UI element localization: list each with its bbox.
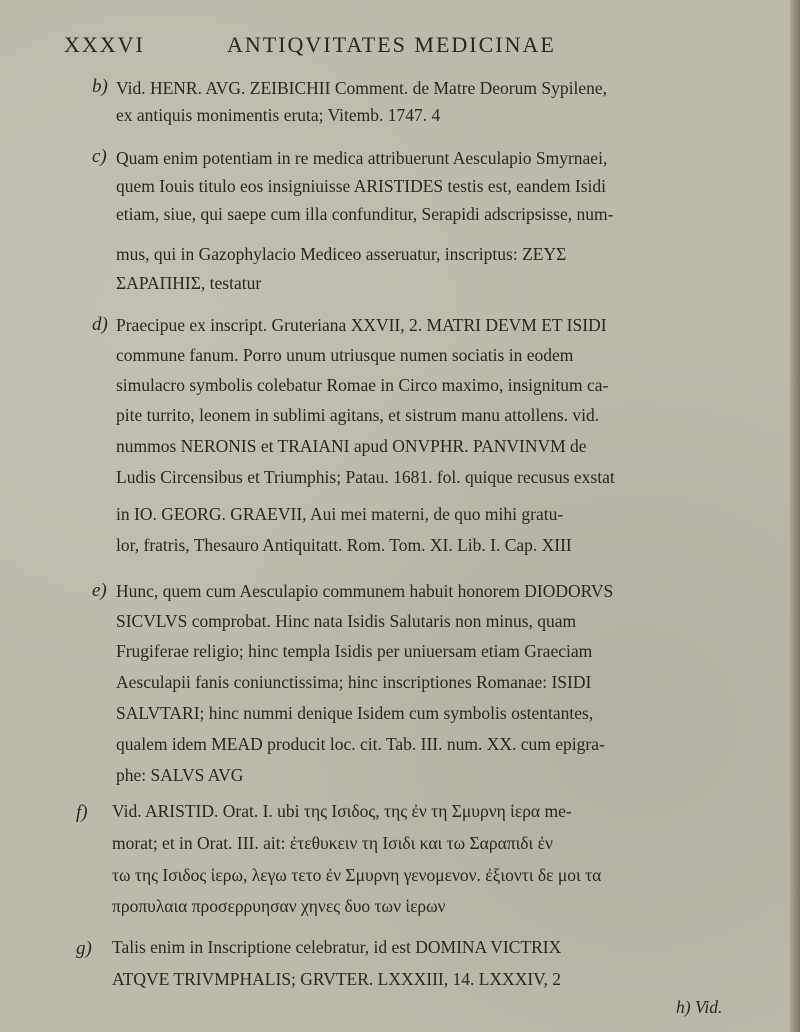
note-line: Aesculapii fanis coniunctissima; hinc inscriptiones Romanae: ISIDI xyxy=(116,672,592,692)
note-line: Vid. ARISTID. Orat. I. ubi της Ισιδος, της ἐν τη Σμυρνη ἱερα me- xyxy=(112,801,572,821)
note-line: προπυλαια προσερρυησαν χηνες δυο των ἱερων xyxy=(112,896,446,916)
note-line: SALVTARI; hinc nummi denique Isidem cum symbolis ostentantes, xyxy=(116,703,594,723)
folio-number: XXXVI xyxy=(64,32,145,57)
note-line: phe: SALVS AVG xyxy=(116,765,244,785)
note-line: ΣΑΡΑΠΗΙΣ, testatur xyxy=(116,273,262,293)
catchword: h) Vid. xyxy=(676,997,723,1017)
note-line: Frugiferae religio; hinc templa Isidis per uniuersam etiam Graeciam xyxy=(116,641,593,661)
note-line: commune fanum. Porro unum utriusque numen sociatis in eodem xyxy=(116,345,574,365)
note-line: SICVLVS comprobat. Hinc nata Isidis Salutaris non minus, quam xyxy=(116,611,577,631)
note-line: in IO. GEORG. GRAEVII, Aui mei materni, de quo mihi gratu- xyxy=(116,504,564,524)
note-line: qualem idem MEAD producit loc. cit. Tab. III. num. XX. cum epigra- xyxy=(116,734,605,754)
note-line: ATQVE TRIVMPHALIS; GRVTER. LXXXIII, 14. LXXXIV, 2 xyxy=(112,969,562,989)
note-marker-e: e) xyxy=(92,580,107,601)
note-line: quem Iouis titulo eos insigniuisse ARISTIDES testis est, eandem Isidi xyxy=(116,176,606,196)
note-line: pite turrito, leonem in sublimi agitans, et sistrum manu attollens. vid. xyxy=(116,405,600,425)
page-header xyxy=(64,32,744,62)
note-line: Ludis Circensibus et Triumphis; Patau. 1681. fol. quique recusus exstat xyxy=(116,467,615,487)
note-line: Quam enim potentiam in re medica attribuerunt Aesculapio Smyrnaei, xyxy=(116,148,608,168)
note-line: ex antiquis monimentis eruta; Vitemb. 1747. 4 xyxy=(116,105,441,125)
note-marker-b: b) xyxy=(92,76,108,97)
note-line: simulacro symbolis colebatur Romae in Circo maximo, insignitum ca- xyxy=(116,375,609,395)
note-line: Praecipue ex inscript. Gruteriana XXVII, 2. MATRI DEVM ET ISIDI xyxy=(116,315,607,335)
note-marker-g: g) xyxy=(76,938,92,959)
note-marker-c: c) xyxy=(92,146,107,167)
note-marker-d: d) xyxy=(92,314,108,335)
note-line: etiam, siue, qui saepe cum illa confunditur, Serapidi adscripsisse, num- xyxy=(116,204,614,224)
note-marker-f: f) xyxy=(76,802,88,823)
note-line: morat; et in Orat. III. ait: ἐτεθυκειν τη Ισιδι και τω Σαραπιδι ἐν xyxy=(112,833,553,853)
note-line: mus, qui in Gazophylacio Mediceo asseruatur, inscriptus: ΖΕΥΣ xyxy=(116,244,567,264)
note-line: Talis enim in Inscriptione celebratur, id est DOMINA VICTRIX xyxy=(112,937,562,957)
note-line: nummos NERONIS et TRAIANI apud ONVPHR. PANVINVM de xyxy=(116,436,587,456)
note-line: τω της Ισιδος ἱερω, λεγω τετο ἐν Σμυρνη γενομενον. ἐξιοντι δε μοι τα xyxy=(112,865,602,885)
note-line: Vid. HENR. AVG. ZEIBICHII Comment. de Matre Deorum Sypilene, xyxy=(116,78,607,98)
note-line: lor, fratris, Thesauro Antiquitatt. Rom. Tom. XI. Lib. I. Cap. XIII xyxy=(116,535,572,555)
page-edge-shadow xyxy=(790,0,800,1032)
running-title: ANTIQVITATES MEDICINAE xyxy=(227,32,556,57)
note-line: Hunc, quem cum Aesculapio communem habuit honorem DIODORVS xyxy=(116,581,614,601)
